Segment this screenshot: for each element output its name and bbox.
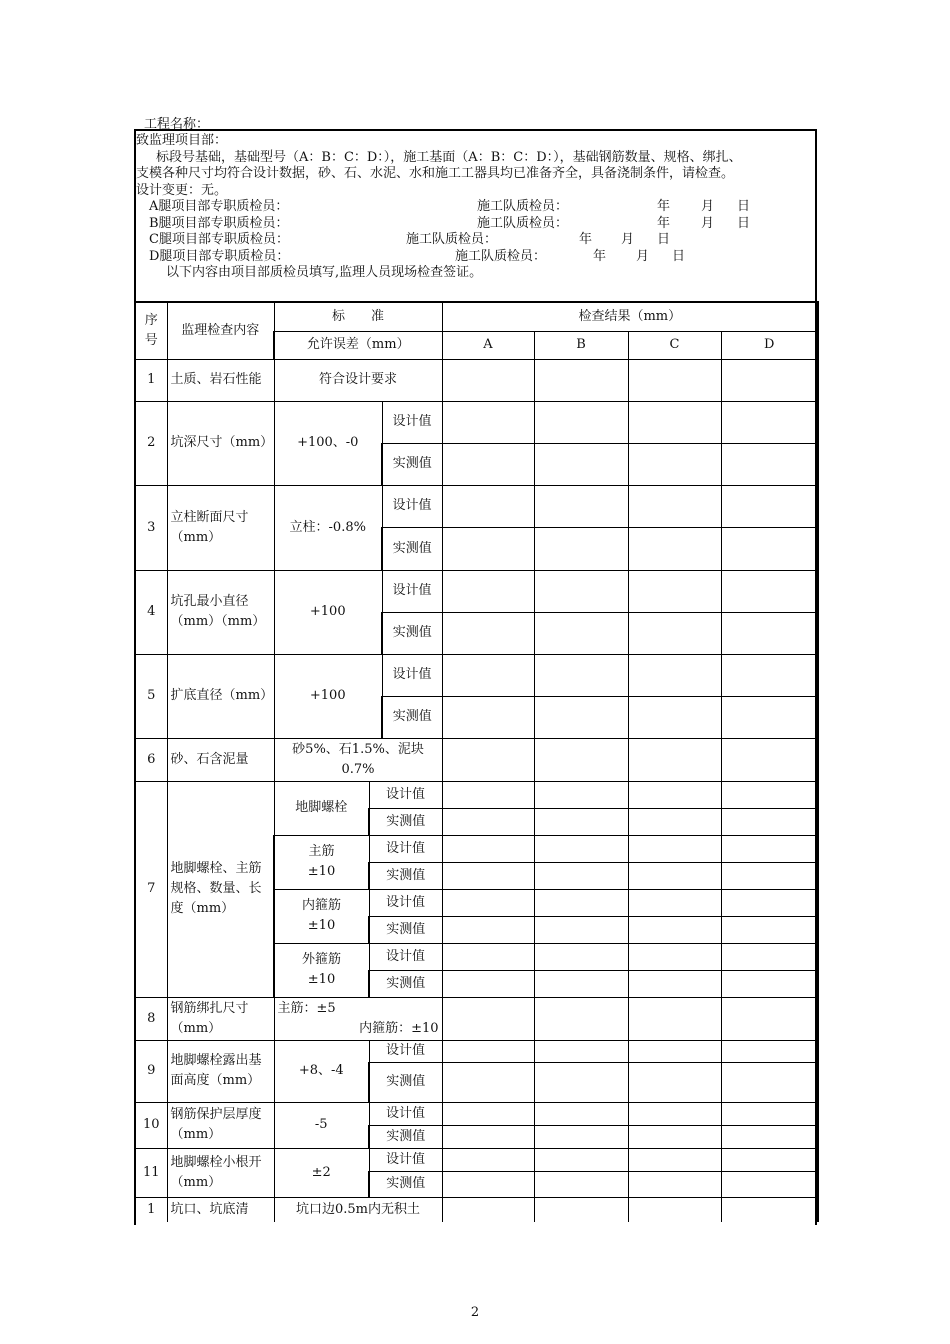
month-label: 月 (621, 232, 635, 247)
result-cell-b[interactable] (534, 1125, 628, 1148)
addressee: 致监理项目部： (136, 133, 228, 148)
result-cell-d[interactable] (721, 1148, 818, 1171)
result-cell-b[interactable] (534, 1171, 628, 1197)
result-cell-a[interactable] (442, 835, 534, 862)
content-header: 监理检查内容 (167, 302, 274, 359)
row-content: 钢筋绑扎尺寸（mm） (167, 997, 274, 1040)
design-value-label: 设计值 (382, 570, 442, 612)
result-cell-c[interactable] (628, 696, 721, 738)
row-seq: 1 (135, 359, 167, 401)
result-cell-d[interactable] (721, 916, 818, 943)
table-row (135, 997, 818, 1040)
row-content: 坑孔最小直径（mm）（mm） (167, 570, 274, 654)
result-cell-a[interactable] (442, 527, 534, 570)
result-cell-c[interactable] (628, 916, 721, 943)
result-cell-c[interactable] (628, 570, 721, 612)
table-row (135, 781, 818, 808)
result-cell-c[interactable] (628, 654, 721, 696)
row-seq: 1 (135, 1197, 167, 1222)
result-cell-b[interactable] (534, 1148, 628, 1171)
tolerance-header: 允许误差（mm） (274, 331, 442, 359)
result-cell-d[interactable] (721, 1125, 818, 1148)
result-cell-c[interactable] (628, 359, 721, 401)
row-standard: ±2 (274, 1148, 369, 1197)
row-content: 地脚螺栓露出基面高度（mm） (167, 1040, 274, 1102)
result-cell-b[interactable] (534, 527, 628, 570)
design-value-label: 设计值 (369, 943, 442, 970)
result-cell-d[interactable] (721, 401, 818, 443)
result-cell-b[interactable] (534, 916, 628, 943)
page-number: 2 (470, 1305, 480, 1320)
result-cell-a[interactable] (442, 889, 534, 916)
result-cell-d[interactable] (721, 943, 818, 970)
col-d-header: D (721, 331, 818, 359)
seq-header: 序 号 (135, 302, 167, 359)
row-seq: 9 (135, 1040, 167, 1102)
year-label: 年 (579, 232, 593, 247)
result-cell-d[interactable] (721, 1102, 818, 1125)
result-cell-b[interactable] (534, 808, 628, 835)
row-content: 坑口、坑底清 (167, 1197, 274, 1222)
result-cell-d[interactable] (721, 1062, 818, 1102)
measured-value-label: 实测值 (369, 1125, 442, 1148)
month-label: 月 (701, 199, 715, 214)
day-label: 日 (657, 232, 671, 247)
year-label: 年 (657, 199, 671, 214)
result-cell-c[interactable] (628, 1040, 721, 1062)
result-cell-d[interactable] (721, 889, 818, 916)
result-cell-c[interactable] (628, 401, 721, 443)
fill-note: 以下内容由项目部质检员填写,监理人员现场检查签证。 (166, 265, 483, 280)
row-content: 立柱断面尺寸（mm） (167, 485, 274, 570)
row-content: 砂、石含泥量 (167, 738, 274, 781)
result-cell-a[interactable] (442, 916, 534, 943)
row-standard: +100 (274, 570, 382, 654)
result-cell-d[interactable] (721, 997, 818, 1040)
sign-row-c (136, 232, 815, 249)
result-cell-b[interactable] (534, 443, 628, 485)
result-cell-c[interactable] (628, 970, 721, 997)
result-cell-a[interactable] (442, 862, 534, 889)
design-change: 设计变更：无。 (136, 182, 228, 198)
team-inspector-label: 施工队质检员： (406, 232, 498, 247)
measured-value-label: 实测值 (382, 612, 442, 654)
result-cell-a[interactable] (442, 781, 534, 808)
result-cell-c[interactable] (628, 781, 721, 808)
leg-inspector-label: D腿项目部专职质检员： (149, 248, 290, 264)
measured-value-label: 实测值 (382, 443, 442, 485)
result-cell-b[interactable] (534, 1197, 628, 1222)
result-cell-d[interactable] (721, 696, 818, 738)
sign-row-d (136, 249, 815, 266)
result-cell-c[interactable] (628, 889, 721, 916)
row-seq: 5 (135, 654, 167, 738)
measured-value-label: 实测值 (369, 1171, 442, 1197)
table-row (135, 1197, 818, 1222)
sub-item-outer-stirrup: 外箍筋 ±10 (274, 943, 369, 997)
design-value-label: 设计值 (369, 835, 442, 862)
row-standard: 符合设计要求 (274, 359, 442, 401)
result-cell-c[interactable] (628, 835, 721, 862)
result-cell-a[interactable] (442, 808, 534, 835)
col-a-header: A (442, 331, 534, 359)
design-value-label: 设计值 (382, 485, 442, 527)
day-label: 日 (737, 215, 751, 231)
row-content: 坑深尺寸（mm） (167, 401, 274, 485)
result-cell-c[interactable] (628, 443, 721, 485)
row-seq: 4 (135, 570, 167, 654)
result-cell-d[interactable] (721, 1171, 818, 1197)
request-text-line1: 标段号基础，基础型号（A：B：C：D：），施工基面（A：B：C：D：），基础钢筋数量、规格、绑扎、 (156, 149, 742, 165)
result-cell-b[interactable] (534, 781, 628, 808)
result-cell-a[interactable] (442, 654, 534, 696)
result-cell-d[interactable] (721, 485, 818, 527)
row-content: 地脚螺栓、主筋规格、数量、长度（mm） (167, 781, 274, 997)
project-name-label: 工程名称： (144, 117, 210, 132)
result-cell-a[interactable] (442, 943, 534, 970)
design-value-label: 设计值 (382, 401, 442, 443)
result-cell-a[interactable] (442, 1040, 534, 1062)
result-cell-a[interactable] (442, 443, 534, 485)
result-cell-b[interactable] (534, 1040, 628, 1062)
result-cell-a[interactable] (442, 696, 534, 738)
result-cell-b[interactable] (534, 401, 628, 443)
result-cell-b[interactable] (534, 862, 628, 889)
result-cell-a[interactable] (442, 1171, 534, 1197)
request-section (136, 133, 815, 282)
inspection-table (134, 301, 819, 1222)
row-seq: 7 (135, 781, 167, 997)
design-value-label: 设计值 (382, 654, 442, 696)
row-standard: 立柱：-0.8% (274, 485, 382, 570)
standard-header: 标 准 (274, 302, 442, 331)
table-row (135, 1148, 818, 1171)
team-inspector-label: 施工队质检员： (477, 199, 569, 214)
result-cell-a[interactable] (442, 970, 534, 997)
table-row (135, 485, 818, 527)
row-content: 扩底直径（mm） (167, 654, 274, 738)
result-cell-b[interactable] (534, 654, 628, 696)
row-standard: +100、-0 (274, 401, 382, 485)
result-cell-d[interactable] (721, 1040, 818, 1062)
row-content: 土质、岩石性能 (167, 359, 274, 401)
result-cell-b[interactable] (534, 485, 628, 527)
measured-value-label: 实测值 (369, 1062, 442, 1102)
result-cell-c[interactable] (628, 738, 721, 781)
result-cell-a[interactable] (442, 359, 534, 401)
result-cell-c[interactable] (628, 485, 721, 527)
result-cell-c[interactable] (628, 862, 721, 889)
design-value-label: 设计值 (369, 1040, 442, 1062)
row-standard: +8、-4 (274, 1040, 369, 1102)
result-cell-c[interactable] (628, 1148, 721, 1171)
result-cell-b[interactable] (534, 570, 628, 612)
result-cell-a[interactable] (442, 738, 534, 781)
leg-inspector-label: A腿项目部专职质检员： (149, 199, 289, 214)
design-value-label: 设计值 (369, 1148, 442, 1171)
team-inspector-label: 施工队质检员： (455, 248, 547, 264)
result-cell-b[interactable] (534, 738, 628, 781)
result-cell-a[interactable] (442, 997, 534, 1040)
result-cell-a[interactable] (442, 1125, 534, 1148)
result-cell-c[interactable] (628, 1197, 721, 1222)
row-seq: 3 (135, 485, 167, 570)
result-cell-b[interactable] (534, 1062, 628, 1102)
row-standard: 坑口边0.5m内无积土 (274, 1197, 442, 1222)
year-label: 年 (657, 215, 671, 231)
col-b-header: B (534, 331, 628, 359)
result-cell-d[interactable] (721, 1197, 818, 1222)
result-cell-c[interactable] (628, 997, 721, 1040)
result-cell-a[interactable] (442, 401, 534, 443)
row-seq: 8 (135, 997, 167, 1040)
result-cell-b[interactable] (534, 1102, 628, 1125)
sub-item-main-rebar: 主筋 ±10 (274, 835, 369, 889)
result-cell-c[interactable] (628, 527, 721, 570)
measured-value-label: 实测值 (369, 916, 442, 943)
result-cell-a[interactable] (442, 485, 534, 527)
row-seq: 6 (135, 738, 167, 781)
result-cell-b[interactable] (534, 612, 628, 654)
measured-value-label: 实测值 (369, 808, 442, 835)
col-c-header: C (628, 331, 721, 359)
result-cell-d[interactable] (721, 570, 818, 612)
result-cell-c[interactable] (628, 1062, 721, 1102)
result-cell-c[interactable] (628, 1171, 721, 1197)
sub-item-anchor-bolt: 地脚螺栓 (274, 781, 369, 835)
table-row (135, 738, 818, 781)
day-label: 日 (737, 199, 751, 214)
table-row (135, 359, 818, 401)
row-standard: -5 (274, 1102, 369, 1148)
result-cell-c[interactable] (628, 1102, 721, 1125)
result-cell-b[interactable] (534, 970, 628, 997)
result-cell-c[interactable] (628, 808, 721, 835)
result-cell-d[interactable] (721, 359, 818, 401)
month-label: 月 (701, 215, 715, 231)
result-cell-d[interactable] (721, 835, 818, 862)
result-cell-b[interactable] (534, 943, 628, 970)
result-cell-a[interactable] (442, 1102, 534, 1125)
row-content: 地脚螺栓小根开（mm） (167, 1148, 274, 1197)
measured-value-label: 实测值 (369, 970, 442, 997)
result-cell-d[interactable] (721, 527, 818, 570)
row-standard: +100 (274, 654, 382, 738)
result-cell-c[interactable] (628, 1125, 721, 1148)
result-cell-b[interactable] (534, 696, 628, 738)
row-seq: 11 (135, 1148, 167, 1197)
row-standard: 砂5%、石1.5%、泥块0.7% (274, 738, 442, 781)
sign-row-a (136, 199, 815, 216)
table-row (135, 1040, 818, 1062)
measured-value-label: 实测值 (369, 862, 442, 889)
result-cell-b[interactable] (534, 997, 628, 1040)
result-cell-d[interactable] (721, 654, 818, 696)
result-cell-d[interactable] (721, 808, 818, 835)
design-value-label: 设计值 (369, 1102, 442, 1125)
month-label: 月 (636, 248, 650, 264)
row-seq: 2 (135, 401, 167, 485)
result-cell-a[interactable] (442, 612, 534, 654)
measured-value-label: 实测值 (382, 527, 442, 570)
design-value-label: 设计值 (369, 781, 442, 808)
year-label: 年 (593, 248, 607, 264)
result-cell-d[interactable] (721, 970, 818, 997)
result-cell-a[interactable] (442, 1197, 534, 1222)
measured-value-label: 实测值 (382, 696, 442, 738)
result-cell-a[interactable] (442, 570, 534, 612)
leg-inspector-label: B腿项目部专职质检员： (149, 215, 289, 231)
row-seq: 10 (135, 1102, 167, 1148)
result-cell-a[interactable] (442, 1062, 534, 1102)
result-cell-a[interactable] (442, 1148, 534, 1171)
table-row (135, 401, 818, 443)
result-header: 检查结果（mm） (442, 302, 818, 331)
result-cell-d[interactable] (721, 612, 818, 654)
request-text-line2: 支模各种尺寸均符合设计数据，砂、石、水泥、水和施工工器具均已准备齐全，具备浇制条件，请检查。 (136, 166, 735, 181)
design-value-label: 设计值 (369, 889, 442, 916)
result-cell-d[interactable] (721, 738, 818, 781)
result-cell-d[interactable] (721, 781, 818, 808)
result-cell-b[interactable] (534, 359, 628, 401)
row-standard: 主筋：±5 内箍筋：±10 (274, 997, 442, 1040)
sign-row-b (136, 216, 815, 233)
result-cell-d[interactable] (721, 862, 818, 889)
result-cell-b[interactable] (534, 889, 628, 916)
leg-inspector-label: C腿项目部专职质检员： (149, 232, 289, 247)
result-cell-b[interactable] (534, 835, 628, 862)
table-row (135, 570, 818, 612)
team-inspector-label: 施工队质检员： (477, 215, 569, 231)
result-cell-c[interactable] (628, 943, 721, 970)
sub-item-inner-stirrup: 内箍筋 ±10 (274, 889, 369, 943)
result-cell-c[interactable] (628, 612, 721, 654)
table-row (135, 654, 818, 696)
day-label: 日 (672, 248, 686, 264)
result-cell-d[interactable] (721, 443, 818, 485)
table-row (135, 1102, 818, 1125)
row-content: 钢筋保护层厚度（mm） (167, 1102, 274, 1148)
